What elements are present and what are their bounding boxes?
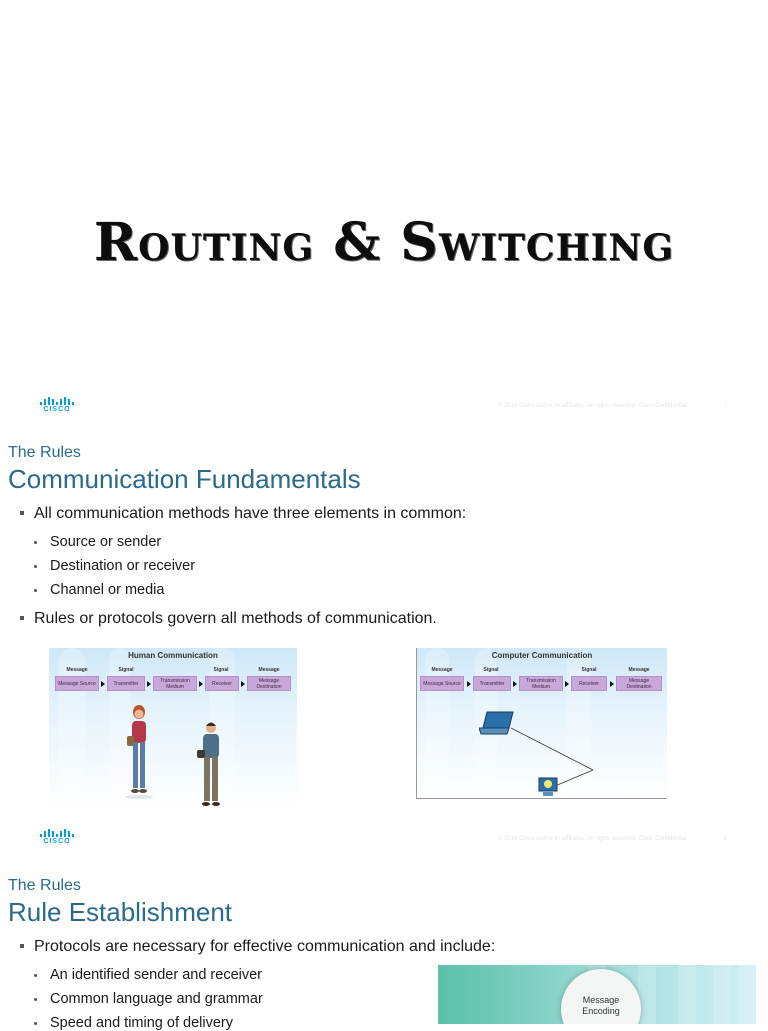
- man-person-icon: [191, 720, 231, 810]
- arrow-right-icon: [199, 681, 203, 687]
- slide-number: 7: [724, 403, 728, 409]
- arrow-right-icon: [241, 681, 245, 687]
- bullet-dot-icon: [34, 974, 37, 977]
- logo-word: CISCO: [43, 406, 71, 413]
- bullet-item: Rules or protocols govern all methods of communication.: [34, 610, 437, 628]
- computer-communication-figure: [416, 648, 667, 799]
- slide-number: 8: [724, 836, 728, 842]
- copyright-notice: © 2016 Cisco and/or its affiliates. All rights reserved. Cisco Confidential: [498, 836, 687, 842]
- step-box: Message Source: [55, 676, 99, 691]
- sub-bullet-item: Source or sender: [50, 534, 161, 550]
- bullet-dot-icon: [34, 541, 37, 544]
- slide-heading: Communication Fundamentals: [8, 464, 361, 494]
- bullet-dot-icon: [34, 565, 37, 568]
- woman-person-icon: [119, 704, 159, 800]
- slide-heading: Rule Establishment: [8, 897, 232, 927]
- step-label: Signal: [483, 667, 499, 673]
- laptop-icon: [479, 710, 517, 736]
- figure-title: Computer Communication: [491, 651, 593, 660]
- arrow-right-icon: [147, 681, 151, 687]
- step-box: Transmission Medium: [519, 676, 563, 691]
- message-encoding-image: [438, 965, 756, 1024]
- bullet-square-icon: [20, 616, 24, 620]
- step-label: Message: [431, 667, 453, 673]
- slide-kicker: The Rules: [8, 877, 81, 894]
- logo-word: CISCO: [43, 838, 71, 845]
- step-label: Message: [628, 667, 650, 673]
- step-box: Message Source: [420, 676, 464, 691]
- encoding-label: Message Encoding: [582, 995, 620, 1016]
- cisco-logo: [40, 829, 74, 849]
- step-box: Receiver: [571, 676, 607, 691]
- bullet-item: Protocols are necessary for effective communication and include:: [34, 938, 495, 956]
- step-box: Receiver: [205, 676, 239, 691]
- slide-kicker: The Rules: [8, 444, 81, 461]
- sub-bullet-item: Destination or receiver: [50, 558, 195, 574]
- step-box: Message Destination: [616, 676, 662, 691]
- cisco-logo: [40, 397, 74, 417]
- step-box: Transmitter: [107, 676, 145, 691]
- copyright-notice: © 2016 Cisco and/or its affiliates. All rights reserved. Cisco Confidential: [498, 403, 687, 409]
- step-label: Message: [66, 667, 88, 673]
- bullet-dot-icon: [34, 589, 37, 592]
- step-box: Transmitter: [473, 676, 511, 691]
- desktop-computer-icon: [537, 776, 559, 798]
- document-title: Routing & Switching: [93, 212, 675, 273]
- step-box: Transmission Medium: [153, 676, 197, 691]
- sub-bullet-item: Channel or media: [50, 582, 164, 598]
- sub-bullet-item: Common language and grammar: [50, 991, 263, 1007]
- sub-bullet-item: An identified sender and receiver: [50, 967, 262, 983]
- bullet-square-icon: [20, 511, 24, 515]
- bullet-square-icon: [20, 944, 24, 948]
- arrow-right-icon: [101, 681, 105, 687]
- figure-title: Human Communication: [128, 651, 218, 660]
- bullet-item: All communication methods have three elements in common:: [34, 505, 466, 523]
- sub-bullet-item: Speed and timing of delivery: [50, 1015, 233, 1031]
- step-label: Signal: [581, 667, 597, 673]
- step-box: Message Destination: [247, 676, 291, 691]
- bullet-dot-icon: [34, 998, 37, 1001]
- step-label: Signal: [118, 667, 134, 673]
- step-label: Signal: [213, 667, 229, 673]
- human-communication-figure: [49, 648, 297, 810]
- step-label: Message: [258, 667, 280, 673]
